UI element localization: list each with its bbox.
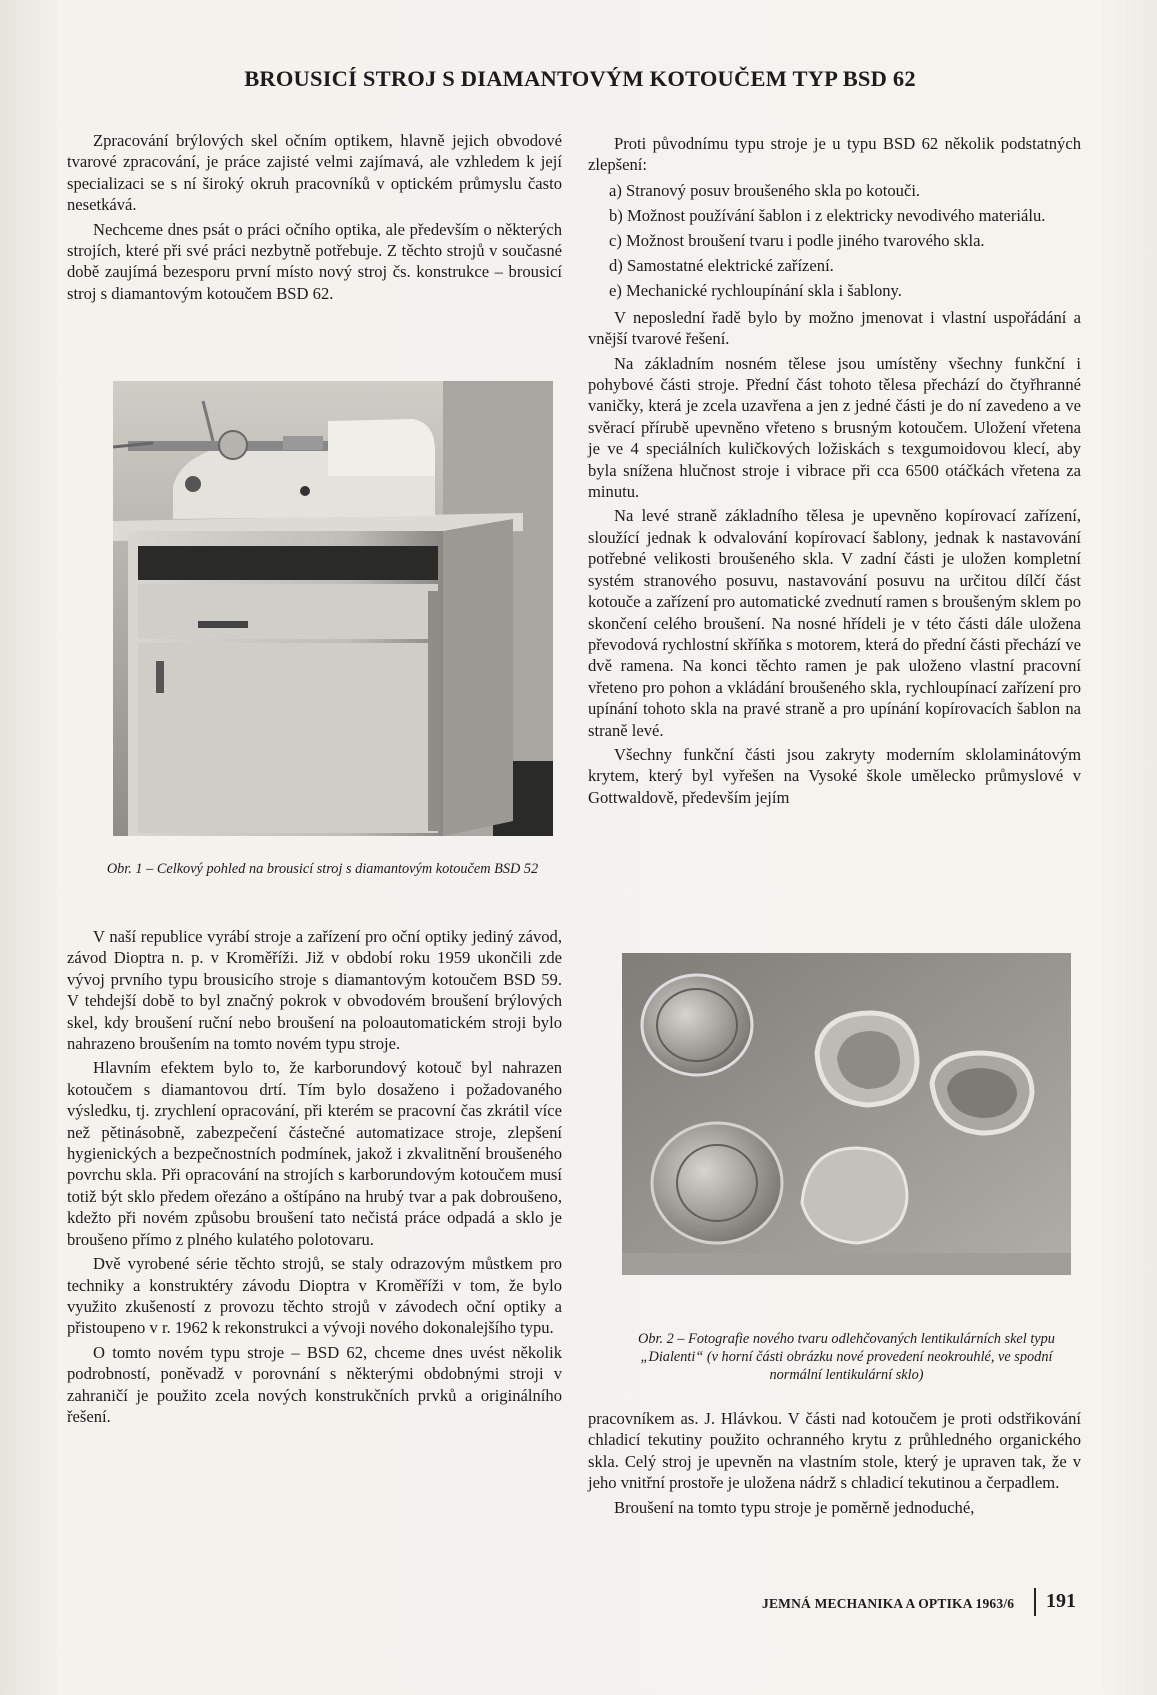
paragraph: Dvě vyrobené série těchto strojů, se staly odrazovým můstkem pro techniky a konstruktéry závodu Dioptra v Kroměříži v tom, že bylo využito zkušeností z provozu těchto strojů v závodech oční optiky a přistoupeno v r. 1962 k rekonstrukci a vývoji nového dokonalejšího typu.	[67, 1254, 562, 1338]
footer-divider	[1034, 1588, 1036, 1616]
paragraph: Na levé straně základního tělesa je upevněno kopírovací zařízení, sloužící jednak k odvalování kopírovací šablony, jednak k nastavování potřebné velikosti broušeného skla. V zadní části je uložen kompletní systém stranového posuvu, nastavování posuvu na určitou dílčí část kotouče a zařízení pro automatické zvednutí ramen s broušeným sklem po skončení celého broušení. Na nosné hřídeli je v této části dále uložena převodová rychlostní skříňka s motorem, která do přední části přechází ve dvě ramena. Na konci těchto ramen je pak uloženo vlastní pracovní vřeteno pro pohon a vkládání broušeného skla, rychloupínací zařízení pro upínání tohoto skla na pravé straně a pro upínání kopírovacích šablon na straně levé.	[588, 506, 1081, 740]
improvements-list	[588, 180, 1081, 301]
article-title: BROUSICÍ STROJ S DIAMANTOVÝM KOTOUČEM TYP BSD 62	[244, 66, 916, 91]
paragraph: Nechceme dnes psát o práci očního optika, ale především o některých strojích, které při své práci nezbytně potřebuje. Z těchto strojů v současné době zaujímá bezesporu první místo nový stroj čs. konstrukce – brousicí stroj s diamantovým kotoučem BSD 62.	[67, 219, 562, 303]
paragraph: V neposlední řadě bylo by možno jmenovat i vlastní uspořádání a vnější tvarové řešení.	[588, 307, 1081, 349]
paragraph: Na základním nosném tělese jsou umístěny všechny funkční i pohybové části stroje. Přední část tohoto tělesa přechází do čtyřhranné vaničky, která je zcela uzavřena a jen z jedné části je do ní zavedeno a ve svěrací přírubě upevněno vřeteno s brusným kotoučem. Uložení vřetena je ve 4 speciálních kuličkových ložiskách s texgumoidovou klecí, aby byla snížena hlučnost stroje i vibrace při cca 6500 otáčkách vřetena za minutu.	[588, 353, 1081, 502]
paragraph: pracovníkem as. J. Hlávkou. V části nad kotoučem je proti odstřikování chladicí tekutiny použito ochranného krytu z průhledného organického skla. Celý stroj je upevněn na vlastním stole, který je upraven tak, že v jeho vnitřní prostoře je uložena nádrž s chladicí tekutinou a čerpadlem.	[588, 1409, 1081, 1493]
page-number: 191	[1046, 1590, 1076, 1612]
left-column-bottom	[67, 926, 562, 1427]
right-column-top	[588, 133, 1081, 808]
paragraph: Všechny funkční části jsou zakryty moderním sklolaminátovým krytem, který byl vyřešen na Vysoké škole umělecko průmyslové v Gottwaldově, především jejím	[588, 744, 1081, 807]
list-item: c) Možnost broušení tvaru i podle jiného tvarového skla.	[609, 230, 985, 250]
list-item: a) Stranový posuv broušeného skla po kotouči.	[609, 180, 921, 200]
paragraph: V naší republice vyrábí stroje a zařízení pro oční optiky jediný závod, závod Dioptra n. p. v Kroměříži. Již v období roku 1959 ukončili zde vývoj prvního typu brousicího stroje s diamantovým kotoučem BSD 59. V tehdejší době to byl značný pokrok v obvodovém broušení brýlových skel, kdy broušení ruční nebo broušení na poloautomatickém stroji bylo nahrazeno broušením na tomto novém typu stroje.	[67, 927, 562, 1054]
figure-2-caption: Obr. 2 – Fotografie nového tvaru odlehčovaných lentikulárních skel typu „Dialenti“ (v horní části obrázku nové provedení neokrouhlé, ve spodní normální lentikulární sklo)	[638, 1331, 1055, 1383]
figure-1-caption: Obr. 1 – Celkový pohled na brousicí stroj s diamantovým kotoučem BSD 52	[106, 861, 539, 877]
left-column-top	[67, 130, 562, 304]
lenses-photo	[622, 953, 1071, 1275]
list-item: d) Samostatné elektrické zařízení.	[609, 255, 834, 275]
paragraph: Zpracování brýlových skel očním optikem, hlavně jejich obvodové tvarové zpracování, je práce zajisté velmi zajímavá, ale vzhledem k její specializaci se s ní široký okruh pracovníků v optickém průmyslu často nesetkává.	[67, 131, 562, 215]
paragraph: Hlavním efektem bylo to, že karborundový kotouč byl nahrazen kotoučem s diamantovou drtí. Tím bylo dosaženo i požadovaného výsledku, tj. zrychlení opracování, při kterém se pracovní čas zkrátil více než pětinásobně, zabezpečení částečné automatizace stroje, zlepšení hygienických a bezpečnostních podmínek, jakož i zkvalitnění broušeného povrchu skla. Při opracování na strojích s karborundovým kotoučem musí totiž být sklo předem ořezáno a oštípáno na hrubý tvar a pak dobroušeno, kdežto při novém způsobu broušení tato nečistá práce odpadá a sklo je broušeno přímo z plného kulatého polotovaru.	[67, 1058, 562, 1249]
paragraph: Broušení na tomto typu stroje je poměrně jednoduché,	[614, 1497, 975, 1517]
paragraph: Proti původnímu typu stroje je u typu BSD 62 několik podstatných zlepšení:	[588, 134, 1081, 175]
list-item: b) Možnost používání šablon i z elektricky nevodivého materiálu.	[609, 205, 1046, 225]
right-column-bottom	[588, 1408, 1081, 1518]
journal-footer: JEMNÁ MECHANIKA A OPTIKA 1963/6	[762, 1596, 1015, 1611]
list-item: e) Mechanické rychloupínání skla i šablony.	[609, 280, 902, 300]
paragraph: O tomto novém typu stroje – BSD 62, chceme dnes uvést několik podrobností, poněvadž v porovnání s některými obdobnými stroji v zahraničí je použito zcela nových konstrukčních prvků a originálního řešení.	[67, 1342, 562, 1426]
machine-photo	[113, 381, 553, 836]
